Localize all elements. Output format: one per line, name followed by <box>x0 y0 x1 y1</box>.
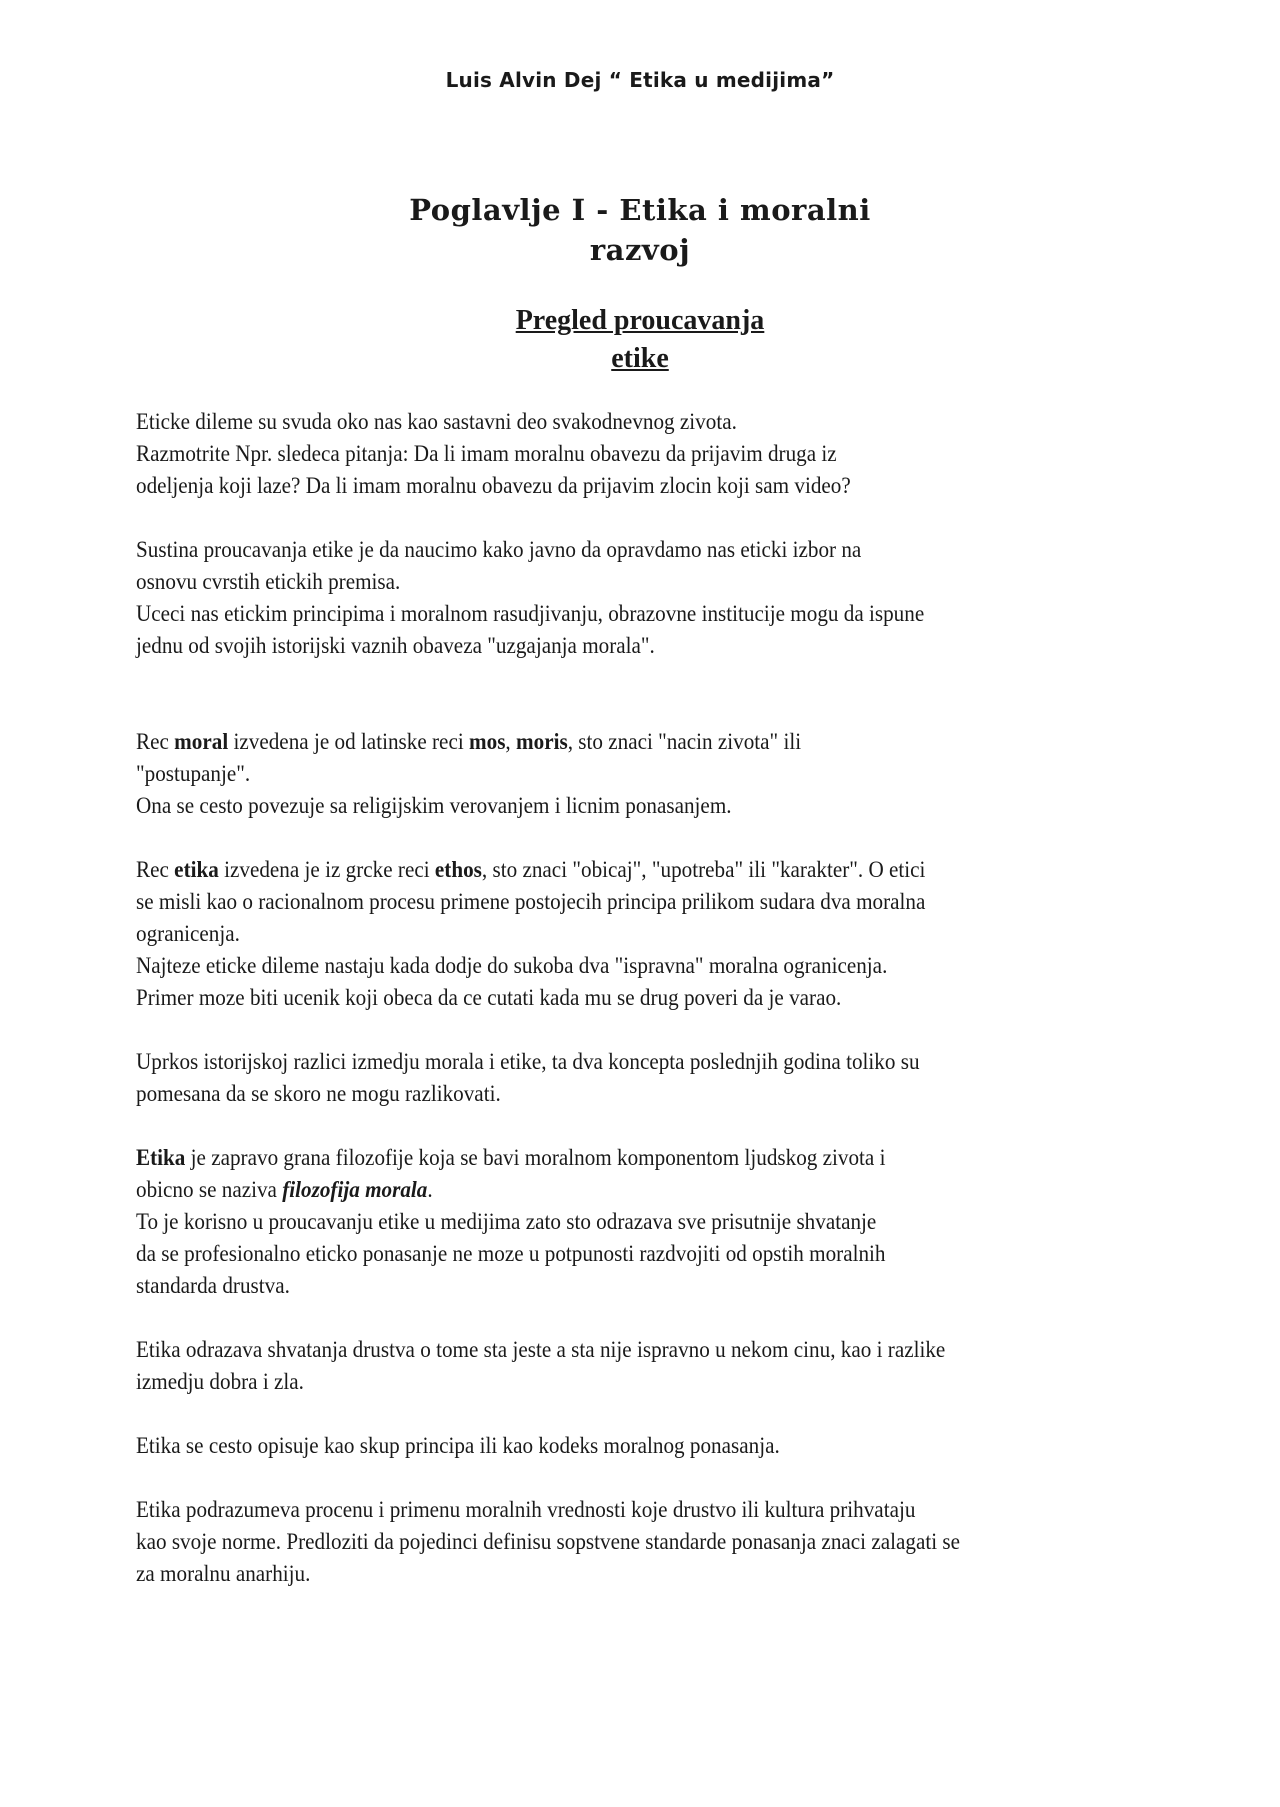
paragraph-6 <box>136 1142 1108 1302</box>
section-title-line-1: Pregled proucavanja <box>515 305 765 336</box>
text-line: To je korisno u proucavanju etike u medijima zato sto odrazava sve prisutnije shvatanje <box>136 1209 877 1235</box>
chapter-title-line-2: razvoj <box>589 233 691 267</box>
paragraph-5 <box>136 1046 1108 1110</box>
text-run: je zapravo grana filozofije koja se bavi moralnom komponentom ljudskog zivota i <box>185 1145 886 1171</box>
text-line: Etika se cesto opisuje kao skup principa ili kao kodeks moralnog ponasanja. <box>136 1433 780 1459</box>
text-line: za moralnu anarhiju. <box>136 1561 311 1587</box>
text-line <box>136 854 1108 886</box>
term-moral: moral <box>174 729 229 755</box>
paragraph-4 <box>136 854 1108 1014</box>
text-line: Eticke dileme su svuda oko nas kao sastavni deo svakodnevnog zivota. <box>136 409 737 435</box>
paragraph-2 <box>136 534 1108 662</box>
running-header: Luis Alvin Dej “ Etika u medijima” <box>445 68 835 92</box>
term-etika-bold: Etika <box>136 1145 186 1171</box>
text-run: , sto znaci "obicaj", "upotreba" ili "karakter". O etici <box>481 857 926 883</box>
text-run: , sto znaci "nacin zivota" ili <box>567 729 802 755</box>
text-line: izmedju dobra i zla. <box>136 1369 304 1395</box>
term-etika: etika <box>174 857 219 883</box>
text-line: Ona se cesto povezuje sa religijskim verovanjem i licnim ponasanjem. <box>136 793 732 819</box>
text-run: . <box>427 1177 433 1203</box>
text-line: standarda drustva. <box>136 1273 290 1299</box>
text-run: izvedena je iz grcke reci <box>218 857 435 883</box>
paragraph-8 <box>136 1430 1108 1462</box>
text-run: izvedena je od latinske reci <box>228 729 469 755</box>
text-line: Razmotrite Npr. sledeca pitanja: Da li imam moralnu obavezu da prijavim druga iz <box>136 441 837 467</box>
text-run: Rec <box>136 729 175 755</box>
section-title-line-2: etike <box>611 343 669 374</box>
text-line: Uprkos istorijskoj razlici izmedju morala i etike, ta dva koncepta poslednjih godina toliko su <box>136 1049 920 1075</box>
text-line: jednu od svojih istorijski vaznih obaveza "uzgajanja morala". <box>136 633 655 659</box>
text-line <box>136 726 1108 758</box>
text-run: Rec <box>136 857 175 883</box>
term-moris: moris <box>516 729 568 755</box>
term-ethos: ethos <box>434 857 482 883</box>
paragraph-9 <box>136 1494 1108 1590</box>
paragraph-1 <box>136 406 1108 502</box>
text-line: kao svoje norme. Predloziti da pojedinci definisu sopstvene standarde ponasanja znaci zalagati se <box>136 1529 961 1555</box>
chapter-title-line-1: Poglavlje I - Etika i moralni <box>409 193 871 227</box>
text-line <box>136 1174 1108 1206</box>
term-filozofija-morala: filozofija morala <box>282 1177 428 1203</box>
text-line: Etika odrazava shvatanja drustva o tome sta jeste a sta nije ispravno u nekom cinu, kao i razlike <box>136 1337 946 1363</box>
text-line: ogranicenja. <box>136 921 240 947</box>
text-line: se misli kao o racionalnom procesu primene postojecih principa prilikom sudara dva moralna <box>136 889 926 915</box>
body-text <box>136 406 1108 1590</box>
text-line <box>136 1142 1108 1174</box>
text-line: Primer moze biti ucenik koji obeca da ce cutati kada mu se drug poveri da je varao. <box>136 985 842 1011</box>
text-line: pomesana da se skoro ne mogu razlikovati. <box>136 1081 501 1107</box>
text-line: "postupanje". <box>136 761 251 787</box>
term-mos: mos <box>469 729 506 755</box>
text-line: odeljenja koji laze? Da li imam moralnu obavezu da prijavim zlocin koji sam video? <box>136 473 851 499</box>
paragraph-3 <box>136 726 1108 822</box>
paragraph-7 <box>136 1334 1108 1398</box>
text-run: , <box>505 729 517 755</box>
section-title <box>0 302 1280 378</box>
text-line: da se profesionalno eticko ponasanje ne moze u potpunosti razdvojiti od opstih moralnih <box>136 1241 886 1267</box>
text-line: Uceci nas etickim principima i moralnom rasudjivanju, obrazovne institucije mogu da ispune <box>136 601 925 627</box>
text-line: osnovu cvrstih etickih premisa. <box>136 569 401 595</box>
text-line: Sustina proucavanja etike je da naucimo kako javno da opravdamo nas eticki izbor na <box>136 537 862 563</box>
text-line: Najteze eticke dileme nastaju kada dodje do sukoba dva "ispravna" moralna ogranicenja. <box>136 953 888 979</box>
chapter-title <box>0 190 1280 270</box>
text-run: obicno se naziva <box>136 1177 283 1203</box>
text-line: Etika podrazumeva procenu i primenu moralnih vrednosti koje drustvo ili kultura prihvataju <box>136 1497 916 1523</box>
